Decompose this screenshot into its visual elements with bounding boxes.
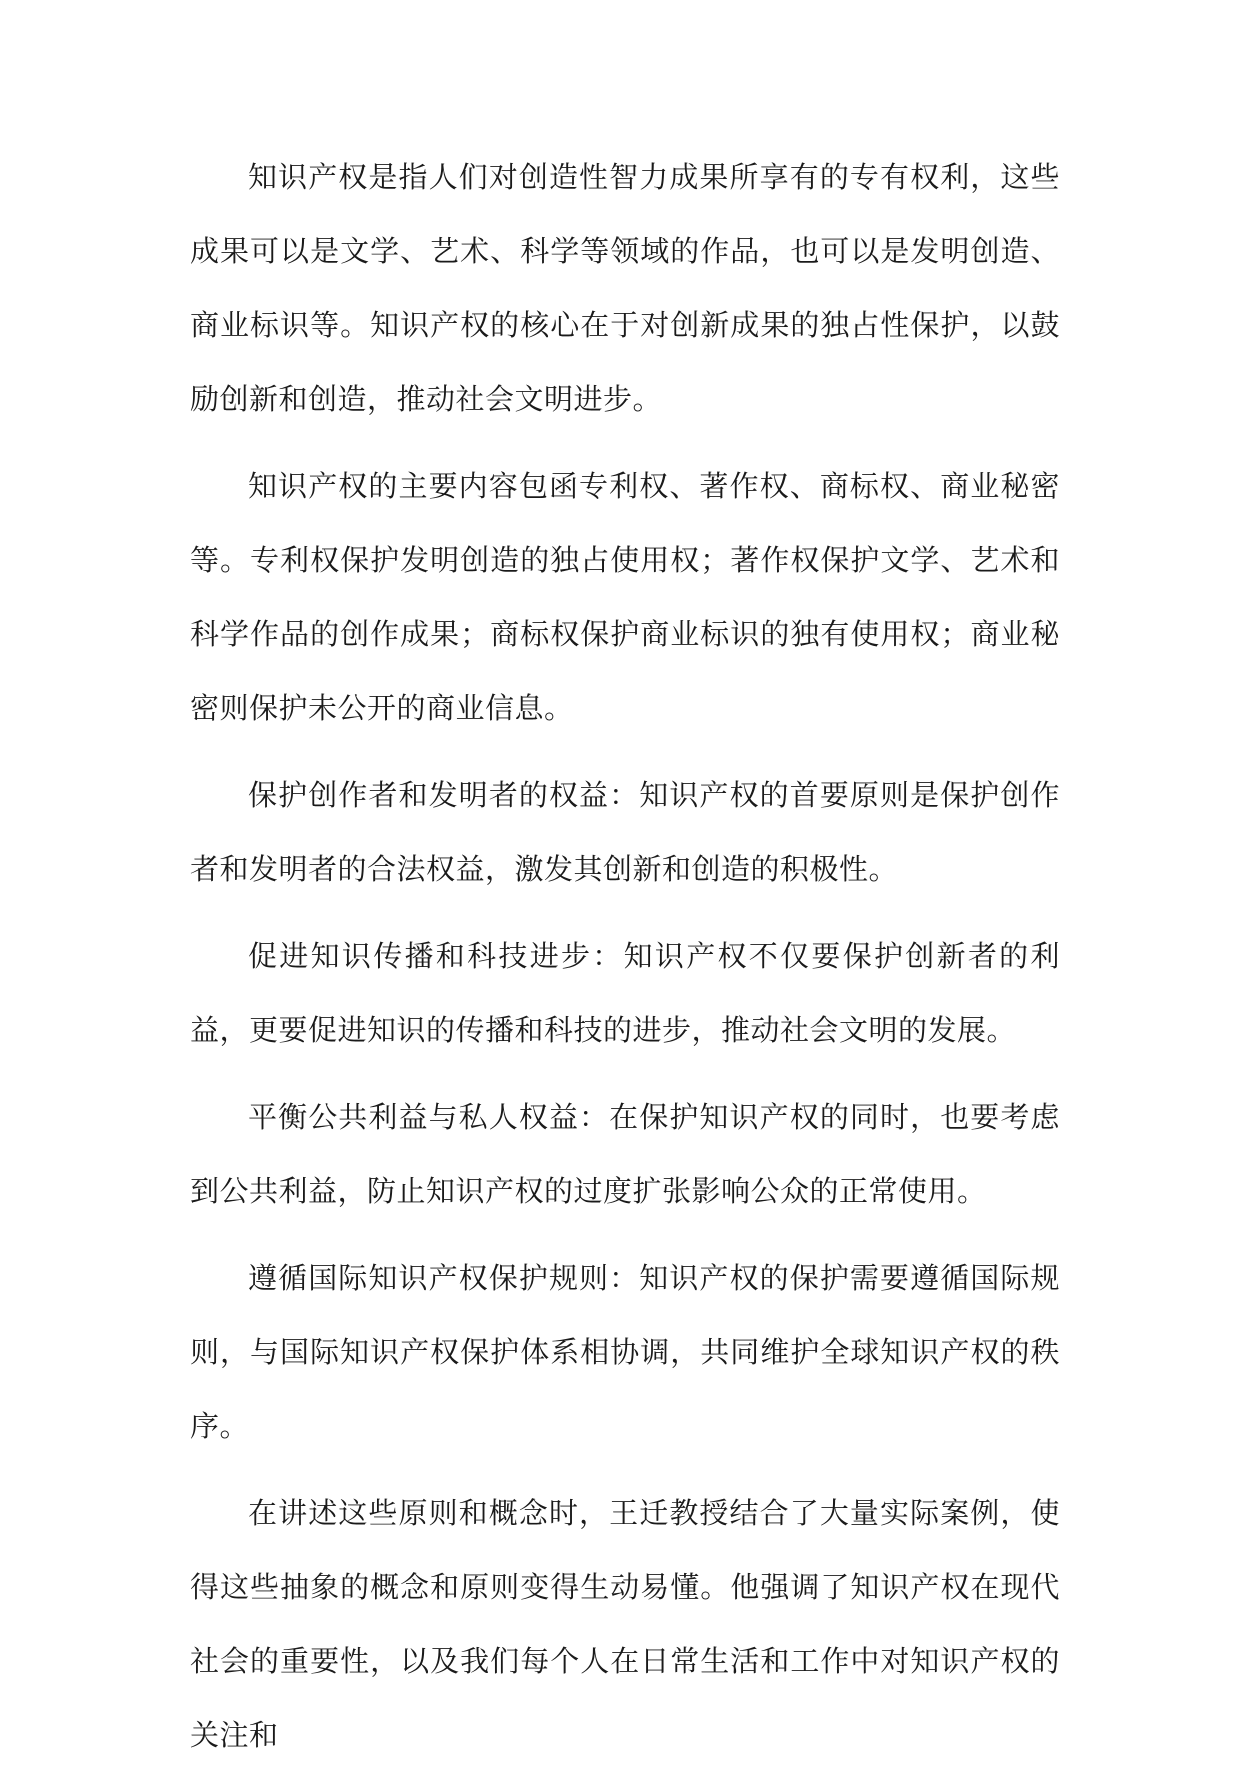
paragraph-ip-definition: 知识产权是指人们对创造性智力成果所享有的专有权利，这些成果可以是文学、艺术、科学等领域的作品，也可以是发明创造、商业标识等。知识产权的核心在于对创新成果的独占性保护，以鼓励创新和创造，推动社会文明进步。 xyxy=(190,160,1060,416)
paragraph-promote-knowledge: 促进知识传播和科技进步：知识产权不仅要保护创新者的利益，更要促进知识的传播和科技的进步，推动社会文明的发展。 xyxy=(190,939,1060,1047)
paragraph-professor-cases: 在讲述这些原则和概念时，王迁教授结合了大量实际案例，使得这些抽象的概念和原则变得生动易懂。他强调了知识产权在现代社会的重要性，以及我们每个人在日常生活和工作中对知识产权的关注和 xyxy=(190,1496,1060,1752)
paragraph-ip-content: 知识产权的主要内容包函专利权、著作权、商标权、商业秘密等。专利权保护发明创造的独占使用权；著作权保护文学、艺术和科学作品的创作成果；商标权保护商业标识的独有使用权；商业秘密则保护未公开的商业信息。 xyxy=(190,469,1060,725)
paragraph-balance-interests: 平衡公共利益与私人权益：在保护知识产权的同时，也要考虑到公共利益，防止知识产权的过度扩张影响公众的正常使用。 xyxy=(190,1100,1060,1208)
document-body xyxy=(190,140,1060,1785)
paragraph-international-rules: 遵循国际知识产权保护规则：知识产权的保护需要遵循国际规则，与国际知识产权保护体系相协调，共同维护全球知识产权的秩序。 xyxy=(190,1261,1060,1443)
paragraph-protect-creators: 保护创作者和发明者的权益：知识产权的首要原则是保护创作者和发明者的合法权益，激发其创新和创造的积极性。 xyxy=(190,778,1060,886)
